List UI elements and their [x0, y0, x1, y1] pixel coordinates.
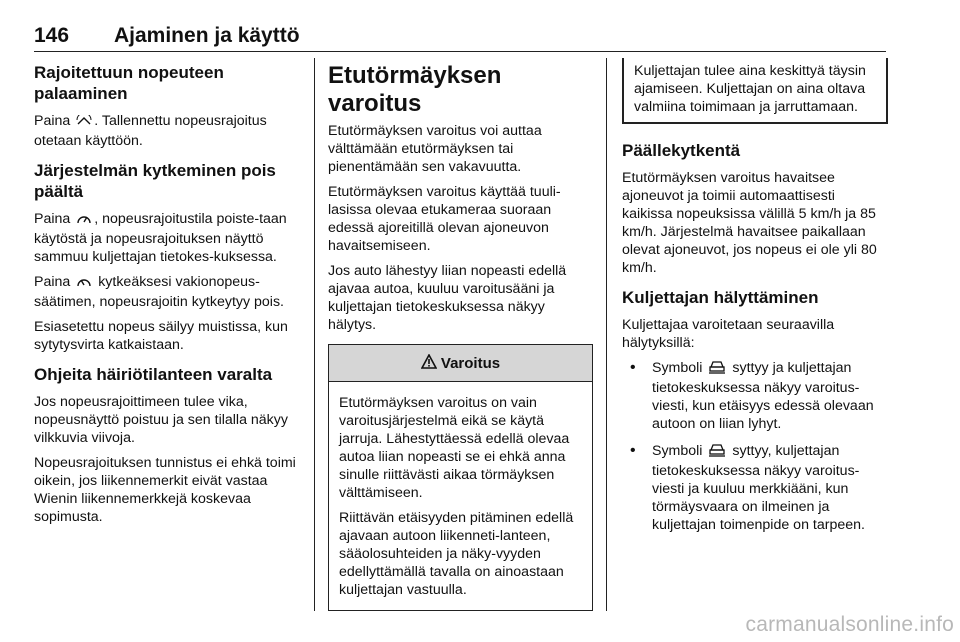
bullet: •	[630, 359, 636, 376]
section-heading-switch-off: Järjestelmän kytkeminen pois päältä	[34, 161, 276, 201]
section-heading-activation: Päällekytkentä	[622, 141, 741, 160]
paragraph: Etutörmäyksen varoitus voi auttaa välttämään etutörmäyksen tai pienentämään sen vakavuutta.	[328, 123, 542, 175]
section-heading-alerting: Kuljettajan hälyttäminen	[622, 288, 819, 307]
note-text: Kuljettajan tulee aina keskittyä täysin ajamiseen. Kuljettajan on aina oltava valmiina toimimaan ja jarruttamaan.	[634, 63, 866, 115]
warning-title: Varoitus	[440, 354, 501, 372]
paragraph: Etutörmäyksen varoitus havaitsee ajoneuvot ja toimii automaattisesti kaikissa nopeuksissa välillä 5 km/h ja 85 km/h. Järjestelmä havaitsee paikallaan olevat ajoneuvot, jos nopeus ei ole yli 80 km/h.	[622, 170, 877, 276]
vehicle-ahead-icon	[708, 359, 726, 379]
section-heading-faults: Ohjeita häiriötilanteen varalta	[34, 365, 273, 384]
vehicle-ahead-icon	[708, 442, 726, 462]
paragraph: Nopeusrajoituksen tunnistus ei ehkä toimi oikein, jos liikennemerkit eivät vastaa Wienin liikennemerkkejä koskevaa sopimusta.	[34, 455, 296, 525]
warning-header	[329, 344, 592, 382]
paragraph: Paina . Tallennettu nopeusrajoitus otetaan käyttöön.	[34, 113, 267, 149]
cruise-control-icon	[76, 275, 92, 293]
warning-paragraph: Etutörmäyksen varoitus on vain varoitusjärjestelmä eikä se käytä jarruja. Lähestyttäessä edellä olevaa autoa liian nopeasti se ei ehkä anna sinulle riittävästi aikaa törmäyksen välttämiseen.	[339, 395, 570, 501]
watermark: carmanualsonline.info	[745, 613, 954, 636]
warning-triangle-icon	[421, 354, 437, 373]
section-heading-resume: Rajoitettuun nopeuteen palaaminen	[34, 63, 224, 103]
warning-paragraph: Riittävän etäisyyden pitäminen edellä ajavaan autoon liikenneti-lanteen, sääolosuhteiden ja näky-vyyden edellyttämällä tavalla on ainoastaan kuljettajan vastuulla.	[339, 510, 574, 598]
paragraph: Esiasetettu nopeus säilyy muistissa, kun sytytysvirta katkaistaan.	[34, 319, 288, 353]
column-1	[34, 62, 302, 533]
page-header	[34, 22, 886, 52]
resume-button-icon	[76, 114, 92, 132]
paragraph: Etutörmäyksen varoitus käyttää tuuli-lasissa olevaa etukameraa suoraan edessä ajoreitillä olevan ajoneuvon havaitsemiseen.	[328, 184, 561, 254]
column-2	[328, 62, 593, 611]
warning-box	[328, 344, 593, 611]
speed-limiter-icon	[76, 212, 92, 230]
bullet: •	[630, 442, 636, 459]
list-item: • Symboli syttyy ja kuljettajan tietokeskuksessa näkyy varoitus-viesti, kun etäisyys edessä olevaan autoon on liian lyhyt.	[630, 359, 874, 432]
section-title: Etutörmäyksen varoitus	[328, 62, 502, 117]
column-divider-1	[314, 58, 315, 611]
column-3	[622, 62, 888, 543]
header-divider	[34, 51, 886, 52]
paragraph: Paina , nopeusrajoitustila poiste-taan käytöstä ja nopeusrajoituksen näyttö sammuu kuljettajan tietokes-kuksessa.	[34, 211, 287, 265]
list-item: • Symboli syttyy, kuljettajan tietokeskuksessa näkyy varoitus-viesti ja kuuluu merkkiääni, kun törmäysvaara on ilmeinen ja kuljettajan toimenpide on tarpeen.	[630, 442, 865, 533]
note-box	[622, 58, 888, 124]
chapter-title: Ajaminen ja käyttö	[114, 24, 300, 47]
paragraph: Paina kytkeäksesi vakionopeus-säätimen, nopeusrajoitin kytkeytyy pois.	[34, 274, 284, 310]
alert-list	[622, 359, 888, 534]
paragraph: Jos auto lähestyy liian nopeasti edellä ajavaa autoa, kuuluu varoitusääni ja kuljettajan tietokeskuksessa näkyy hälytys.	[328, 263, 567, 333]
paragraph: Kuljettajaa varoitetaan seuraavilla hälytyksillä:	[622, 317, 835, 351]
paragraph: Jos nopeusrajoittimeen tulee vika, nopeusnäyttö poistuu ja sen tilalla näkyy vilkkuvia viivoja.	[34, 394, 288, 446]
column-divider-2	[606, 58, 607, 611]
page-number: 146	[34, 24, 70, 47]
